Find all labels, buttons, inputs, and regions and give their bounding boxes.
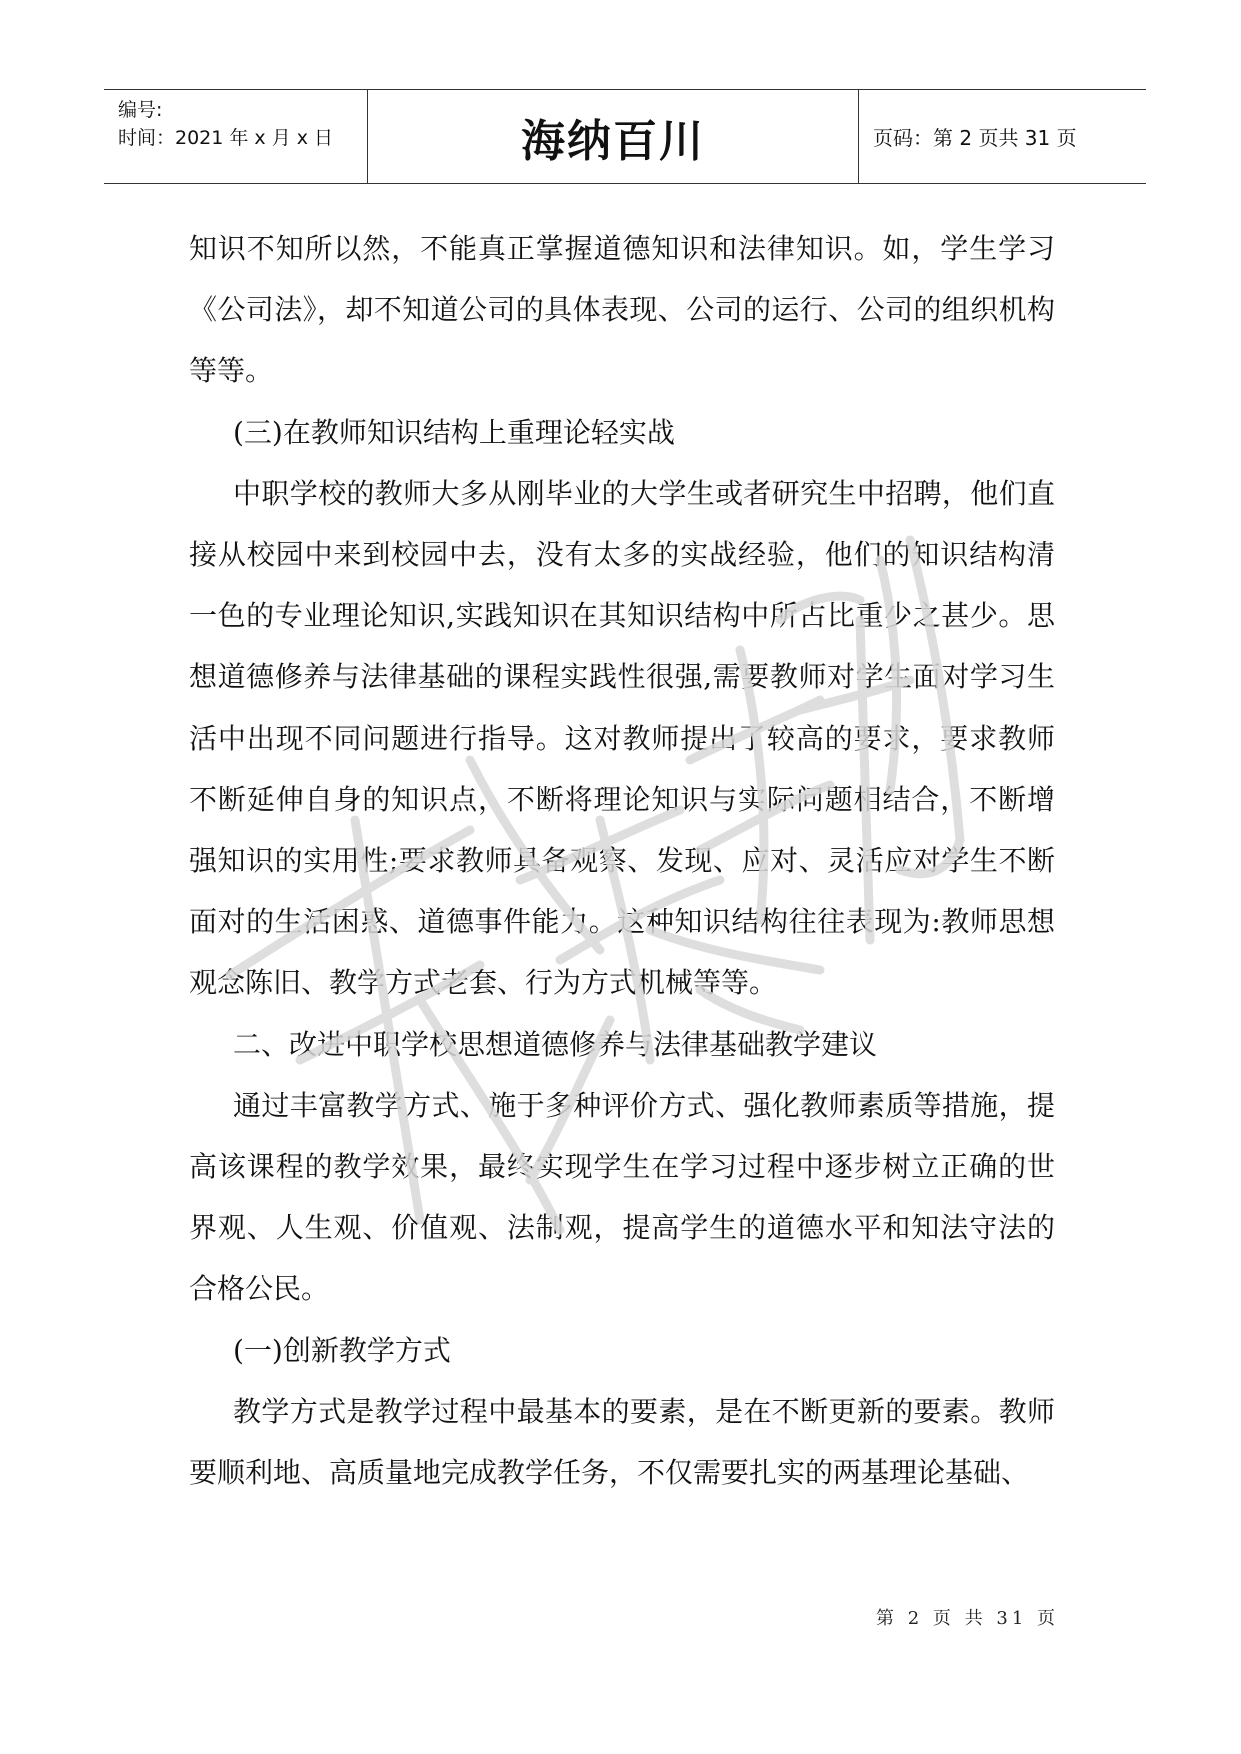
paragraph: 中职学校的教师大多从刚毕业的大学生或者研究生中招聘，他们直接从校园中来到校园中去，没有太多的实战经验，他们的知识结构清一色的专业理论知识,实践知识在其知识结构中所占比重少之甚少。思想道德修养与法律基础的课程实践性很强,需要教师对学生面对学习生活中出现不同问题进行指导。这对教师提出了较高的要求，要求教师不断延伸自身的知识点，不断将理论知识与实际问题相结合，不断增强知识的实用性;要求教师具备观察、发现、应对、灵活应对学生不断面对的生活困惑、道德事件能力。这种知识结构往往表现为:教师思想观念陈旧、教学方式老套、行为方式机械等等。 [189, 476, 1055, 1000]
number-label: 编号: [118, 99, 163, 121]
page-footer: 第 2 页 共 31 页 [876, 1608, 1059, 1629]
document-body [189, 218, 1055, 1503]
page-indicator: 页码：第 2 页共 31 页 [873, 126, 1077, 150]
paragraph: 教学方式是教学过程中最基本的要素，是在不断更新的要素。教师要顺利地、高质量地完成教学任务，不仅需要扎实的两基理论基础、 [189, 1394, 1055, 1490]
paragraph-continuation: 知识不知所以然，不能真正掌握道德知识和法律知识。如，学生学习《公司法》，却不知道公司的具体表现、公司的运行、公司的组织机构等等。 [189, 232, 1055, 388]
time-label: 时间：2021 年 x 月 x 日 [118, 127, 334, 149]
header-meta [104, 90, 368, 183]
section-heading: (一)创新教学方式 [233, 1333, 451, 1367]
paragraph: 通过丰富教学方式、施于多种评价方式、强化教师素质等措施，提高该课程的教学效果，最终实现学生在学习过程中逐步树立正确的世界观、人生观、价值观、法制观，提高学生的道德水平和知法守法的合格公民。 [189, 1088, 1055, 1306]
brand-title: 海纳百川 [368, 90, 859, 183]
section-heading: (三)在教师知识结构上重理论轻实战 [233, 415, 675, 449]
page-header [104, 89, 1146, 184]
section-heading: 二、改进中职学校思想道德修养与法律基础教学建议 [233, 1027, 878, 1061]
